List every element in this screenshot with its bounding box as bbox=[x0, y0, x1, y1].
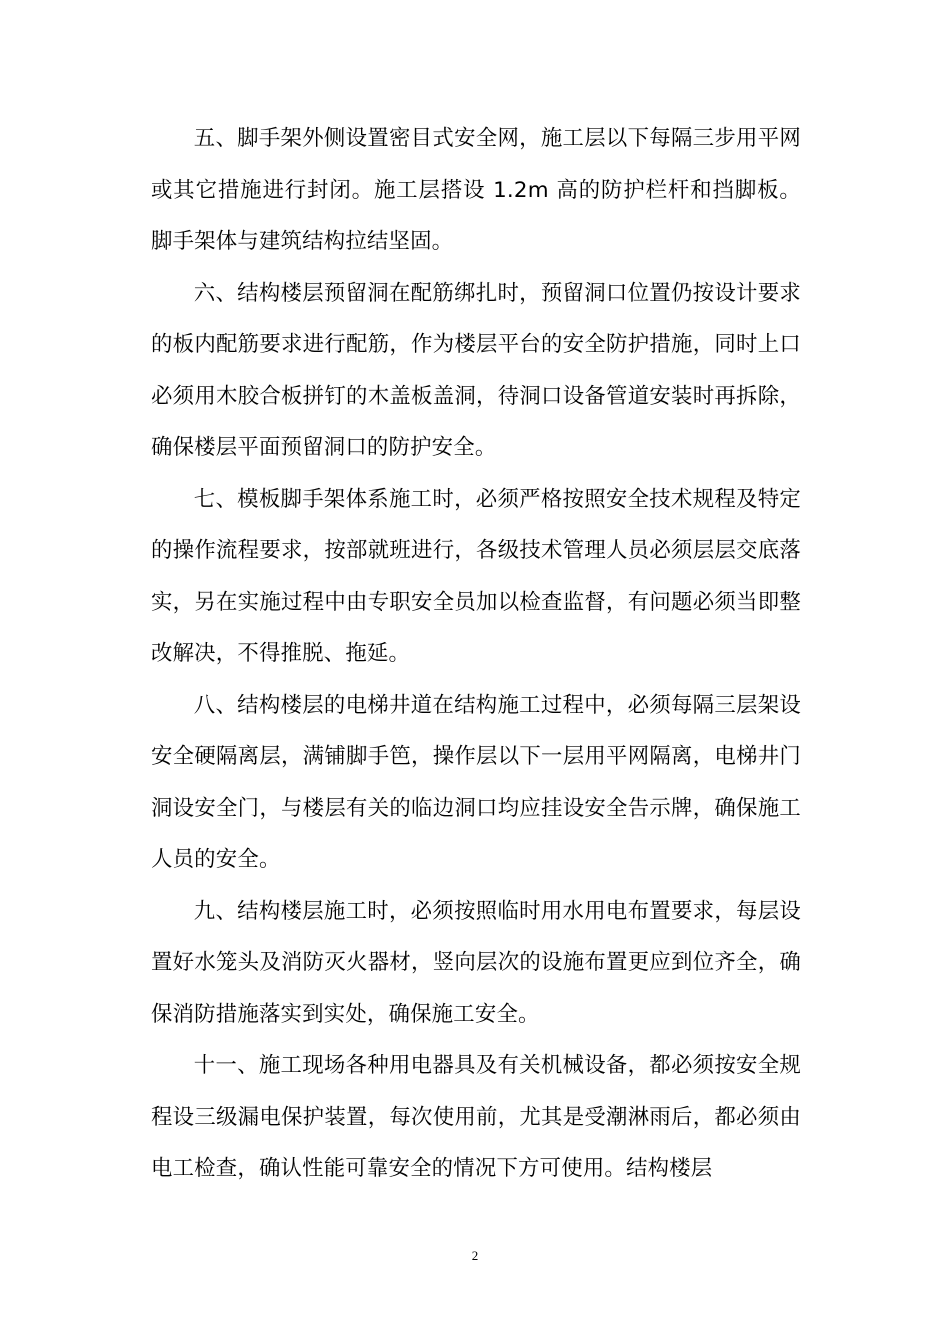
paragraph-five: 五、脚手架外侧设置密目式安全网，施工层以下每隔三步用平网或其它措施进行封闭。施工层搭设 1.2m 高的防护栏杆和挡脚板。脚手架体与建筑结构拉结坚固。 bbox=[151, 126, 801, 254]
paragraph-seven: 七、模板脚手架体系施工时，必须严格按照安全技术规程及特定的操作流程要求，按部就班进行，各级技术管理人员必须层层交底落实，另在实施过程中由专职安全员加以检查监督，有问题必须当即整改解决，不得推脱、拖延。 bbox=[151, 486, 801, 666]
page-number: 2 bbox=[471, 1248, 479, 1263]
paragraph-nine: 九、结构楼层施工时，必须按照临时用水用电布置要求，每层设置好水笼头及消防灭火器材，竖向层次的设施布置更应到位齐全，确保消防措施落实到实处，确保施工安全。 bbox=[151, 898, 801, 1027]
paragraph-eleven: 十一、施工现场各种用电器具及有关机械设备，都必须按安全规程设三级漏电保护装置，每次使用前，尤其是受潮淋雨后，都必须由电工检查，确认性能可靠安全的情况下方可使用。结构楼层 bbox=[151, 1053, 801, 1181]
body-text bbox=[151, 113, 801, 1195]
paragraph-six: 六、结构楼层预留洞在配筋绑扎时，预留洞口位置仍按设计要求的板内配筋要求进行配筋，作为楼层平台的安全防护措施，同时上口必须用木胶合板拼钉的木盖板盖洞，待洞口设备管道安装时再拆除，确保楼层平面预留洞口的防护安全。 bbox=[151, 280, 801, 460]
paragraph-eight: 八、结构楼层的电梯井道在结构施工过程中，必须每隔三层架设安全硬隔离层，满铺脚手笆，操作层以下一层用平网隔离，电梯井门洞设安全门，与楼层有关的临边洞口均应挂设安全告示牌，确保施工人员的安全。 bbox=[151, 692, 801, 872]
